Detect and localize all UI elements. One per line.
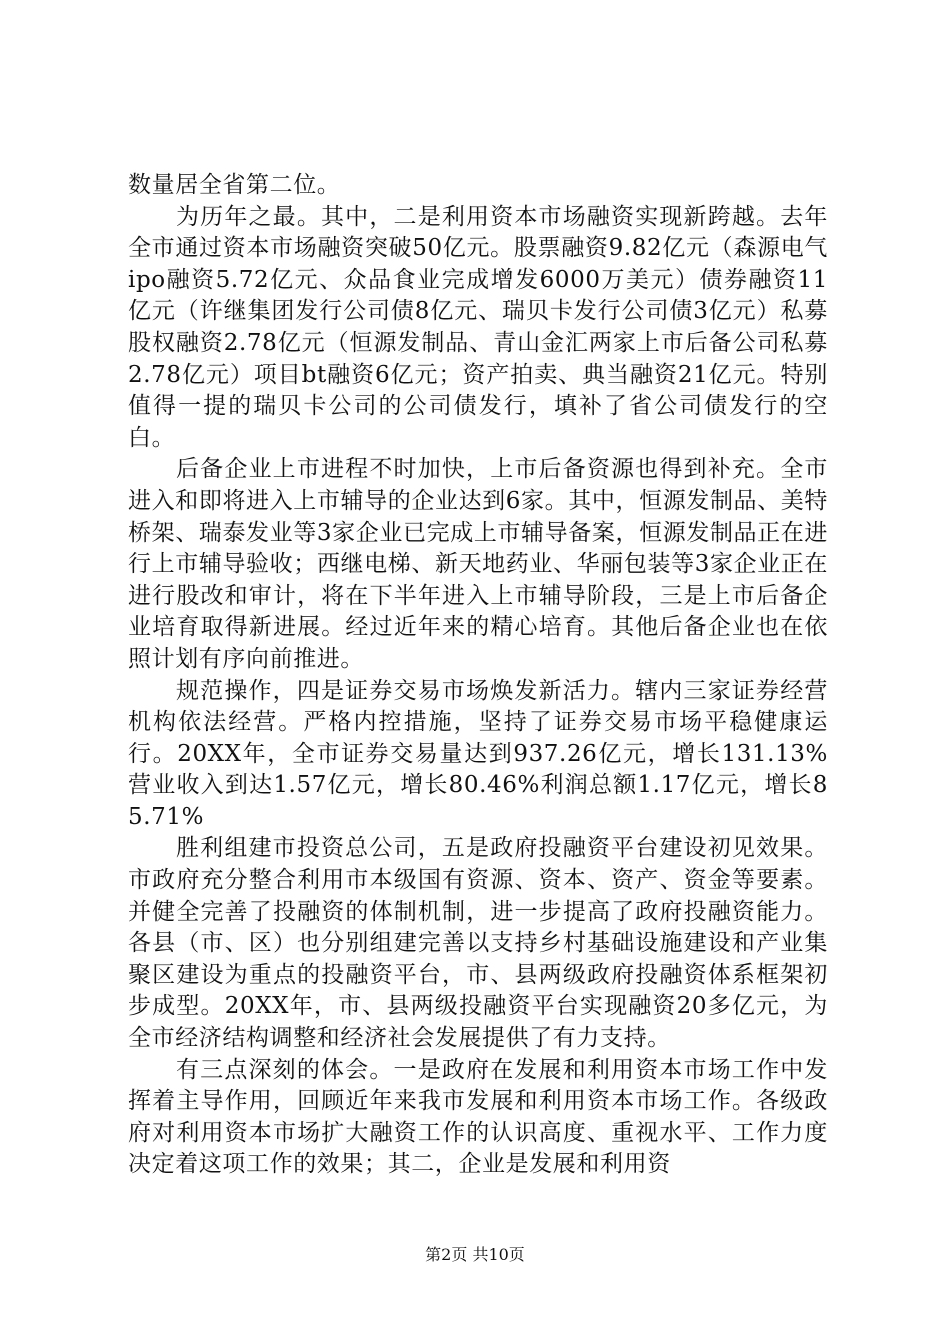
paragraph-3: 后备企业上市进程不时加快，上市后备资源也得到补充。全市进入和即将进入上市辅导的企业达到6家。其中，恒源发制品、美特桥架、瑞泰发业等3家企业已完成上市辅导备案，恒源发制品正在进行上市辅导验收；西继电梯、新天地药业、华丽包装等3家企业正在进行股改和审计，将在下半年进入上市辅导阶段，三是上市后备企业培育取得新进展。经过近年来的精心培育。其他后备企业也在依照计划有序向前推进。 [128,456,828,672]
paragraph-2: 为历年之最。其中，二是利用资本市场融资实现新跨越。去年全市通过资本市场融资突破50亿元。股票融资9.82亿元（森源电气ipo融资5.72亿元、众品食业完成增发6000万美元）债券融资11亿元（许继集团发行公司债8亿元、瑞贝卡发行公司债3亿元）私募股权融资2.78亿元（恒源发制品、青山金汇两家上市后备公司私募2.78亿元）项目bt融资6亿元；资产拍卖、典当融资21亿元。特别值得一提的瑞贝卡公司的公司债发行，填补了省公司债发行的空白。 [128,203,828,451]
paragraph-4: 规范操作，四是证券交易市场焕发新活力。辖内三家证券经营机构依法经营。严格内控措施，坚持了证券交易市场平稳健康运行。20XX年，全市证券交易量达到937.26亿元，增长131.13%营业收入到达1.57亿元，增长80.46%利润总额1.17亿元，增长85.71% [128,677,828,830]
paragraph-1: 数量居全省第二位。 [128,172,341,198]
paragraph-5: 胜利组建市投资总公司，五是政府投融资平台建设初见效果。市政府充分整合利用市本级国有资源、资本、资产、资金等要素。并健全完善了投融资的体制机制，进一步提高了政府投融资能力。各县（市、区）也分别组建完善以支持乡村基础设施建设和产业集聚区建设为重点的投融资平台，市、县两级政府投融资体系框架初步成型。20XX年，市、县两级投融资平台实现融资20多亿元，为全市经济结构调整和经济社会发展提供了有力支持。 [128,835,828,1052]
page-number-label: 第2页 共10页 [425,1245,525,1264]
paragraph-6: 有三点深刻的体会。一是政府在发展和利用资本市场工作中发挥着主导作用，回顾近年来我市发展和利用资本市场工作。各级政府对利用资本市场扩大融资工作的认识高度、重视水平、工作力度决定着这项工作的效果；其二，企业是发展和利用资 [128,1056,828,1178]
document-body [128,170,828,1181]
page-footer [0,1242,950,1265]
